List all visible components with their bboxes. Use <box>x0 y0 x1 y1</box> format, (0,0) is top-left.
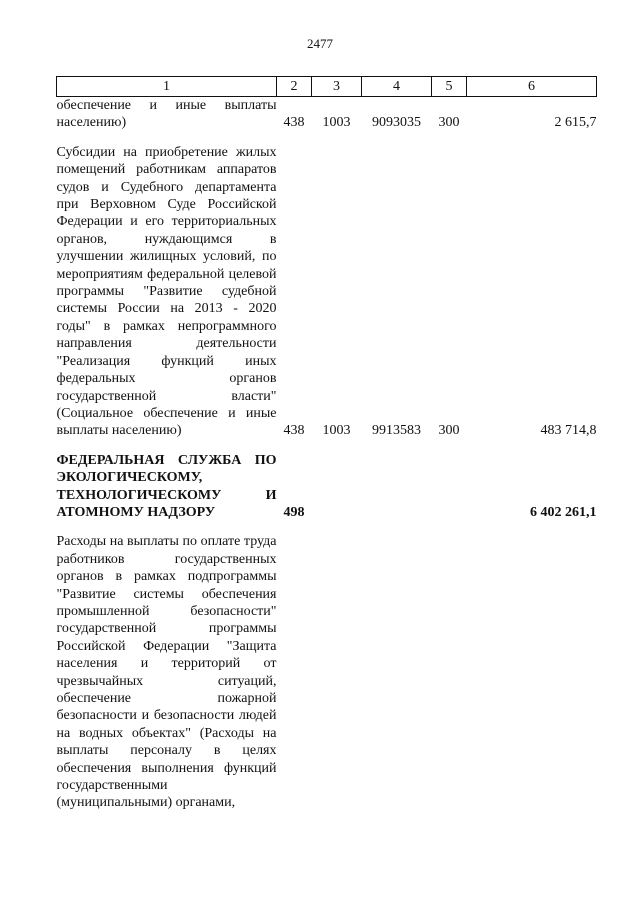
column-header-1: 1 <box>57 77 277 97</box>
table-row <box>57 144 597 440</box>
column-header-6: 6 <box>467 77 597 97</box>
table-row <box>57 452 597 522</box>
row-target-code: 9093035 <box>372 115 421 131</box>
table-row <box>57 97 597 132</box>
row-section-code: 1003 <box>322 115 351 131</box>
column-header-5: 5 <box>432 77 467 97</box>
table-row <box>57 533 597 812</box>
budget-table <box>56 76 597 812</box>
row-amount <box>467 533 597 812</box>
row-amount: 2 615,7 <box>554 115 597 131</box>
row-section-code <box>312 452 362 522</box>
row-expense-type <box>432 452 467 522</box>
row-description: Субсидии на приобретение жилых помещений работникам аппаратов судов и Судебного департамента при Верховном Суде Российской Федерации и его территориальных органов, нуждающимся в улучшении жилищных условий, по мероприятиям федеральной целевой программы "Развитие судебной системы России на 2013 - 2020 годы" в рамках непрограммного направления деятельности "Реализация функций иных федеральных органов государственной власти" (Социальное обеспечение и иные выплаты населению) <box>56 144 277 439</box>
row-description: ФЕДЕРАЛЬНАЯ СЛУЖБА ПО ЭКОЛОГИЧЕСКОМУ, ТЕХНОЛОГИЧЕСКОМУ И АТОМНОМУ НАДЗОРУ <box>56 452 277 520</box>
row-ministry-code <box>277 533 312 812</box>
row-description: Расходы на выплаты по оплате труда работников государственных органов в рамках подпрограммы "Развитие системы обеспечения промышленной безопасности" государственной программы Российской Федерации "Защита населения и территорий от чрезвычайных ситуаций, обеспечение пожарной безопасности и безопасности людей на водных объектах" (Расходы на выплаты персоналу в целях обеспечения выполнения функций государственными (муниципальными) органами, <box>56 534 277 811</box>
table-header-row <box>57 77 597 97</box>
row-expense-type: 300 <box>438 423 460 439</box>
row-amount: 483 714,8 <box>540 423 597 439</box>
row-section-code <box>312 533 362 812</box>
row-target-code: 9913583 <box>372 423 421 439</box>
row-ministry-code: 438 <box>283 115 305 131</box>
row-section-code: 1003 <box>322 423 351 439</box>
row-amount: 6 402 261,1 <box>530 504 597 520</box>
row-expense-type <box>432 533 467 812</box>
column-header-2: 2 <box>277 77 312 97</box>
column-header-4: 4 <box>362 77 432 97</box>
row-spacer <box>57 440 597 452</box>
row-target-code <box>362 533 432 812</box>
column-header-3: 3 <box>312 77 362 97</box>
row-ministry-code: 438 <box>283 423 305 439</box>
row-spacer <box>57 132 597 144</box>
page-number: 2477 <box>307 36 333 51</box>
row-description: обеспечение и иные выплаты населению) <box>56 98 277 131</box>
row-ministry-code: 498 <box>283 504 305 520</box>
row-expense-type: 300 <box>438 115 460 131</box>
row-spacer <box>57 521 597 533</box>
row-target-code <box>362 452 432 522</box>
